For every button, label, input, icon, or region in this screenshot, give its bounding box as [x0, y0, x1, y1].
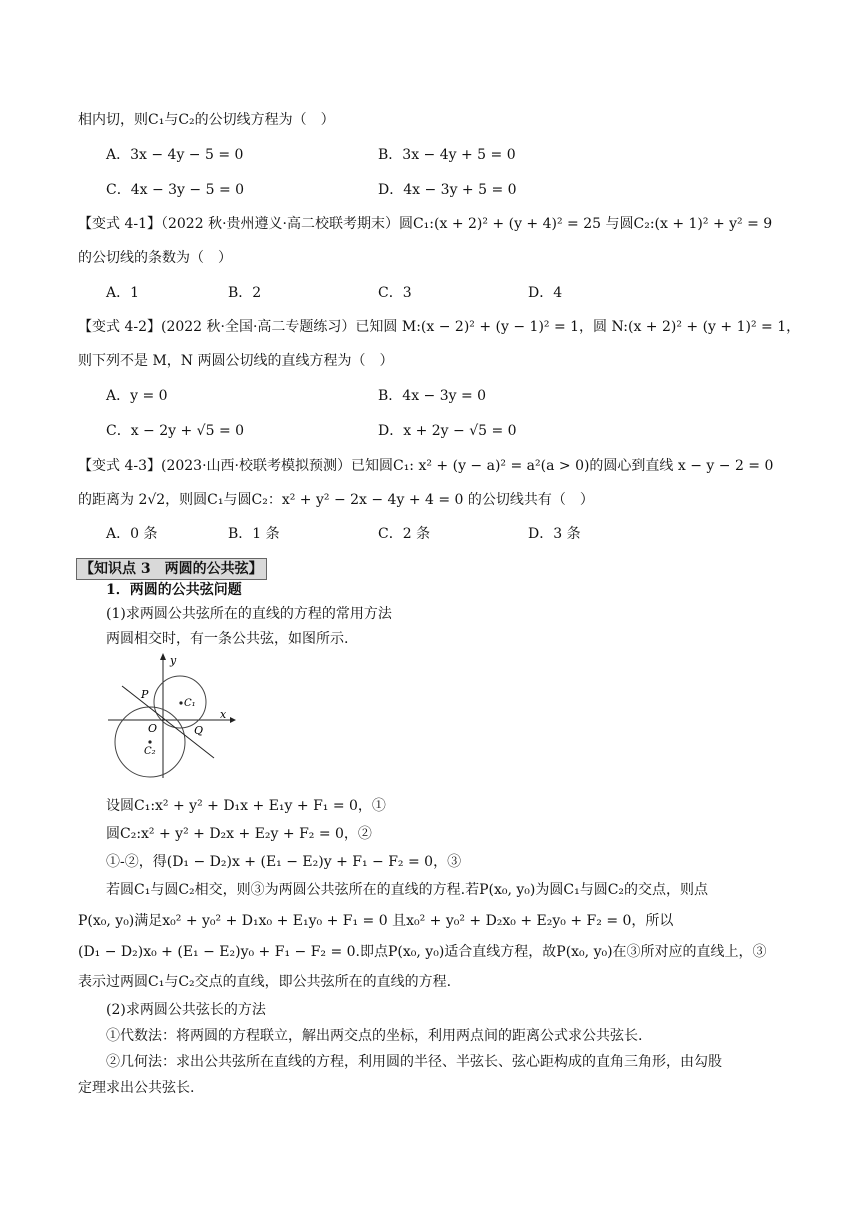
y-axis-label: y: [170, 654, 177, 667]
paragraph-line-2: P(x₀, y₀)满足x₀² + y₀² + D₁x₀ + E₁y₀ + F₁ = 0 且x₀² + y₀² + D₂x₀ + E₂y₀ + F₂ = 0，所以: [78, 913, 674, 929]
equation-difference: ①-②，得(D₁ − D₂)x + (E₁ − E₂)y + F₁ − F₂ = 0，③: [106, 854, 462, 870]
variant-4-3-option-d: D．3 条: [528, 526, 581, 542]
option-c: C．4x − 3y − 5 = 0: [106, 182, 245, 198]
variant-4-1-stem: 【变式 4-1】（2022 秋·贵州遵义·高二校联考期末）圆C₁:(x + 2)² + (y + 4)² = 25 与圆C₂:(x + 1)² + y² = 9: [78, 216, 773, 232]
variant-4-3-stem: 【变式 4-3】(2023·山西·校联考模拟预测）已知圆C₁: x² + (y − a)² = a²(a > 0)的圆心到直线 x − y − 2 = 0: [78, 458, 774, 474]
subsection-heading-2: (2)求两圆公共弦长的方法: [106, 1002, 266, 1018]
paragraph-line-1: 若圆C₁与圆C₂相交，则③为两圆公共弦所在的直线的方程.若P(x₀, y₀)为圆C₁与圆C₂的交点，则点: [106, 882, 709, 898]
knowledge-point-heading: 【知识点 3 两圆的公共弦】: [76, 558, 267, 580]
variant-4-1-option-c: C．3: [378, 285, 412, 301]
variant-4-3-option-b: B．1 条: [228, 526, 280, 542]
origin-label: O: [148, 722, 158, 735]
section-heading: 1．两圆的公共弦问题: [106, 582, 242, 598]
variant-4-2-option-a: A．y = 0: [106, 388, 168, 404]
equation-circle-1: 设圆C₁:x² + y² + D₁x + E₁y + F₁ = 0，①: [106, 798, 386, 814]
variant-4-1-stem-cont: 的公切线的条数为（ ）: [78, 250, 232, 266]
variant-4-3-stem-cont: 的距离为 2√2，则圆C₁与圆C₂：x² + y² − 2x − 4y + 4 = 0 的公切线共有（ ）: [78, 492, 594, 508]
paragraph-line-3: (D₁ − D₂)x₀ + (E₁ − E₂)y₀ + F₁ − F₂ = 0.即点P(x₀, y₀)适合直线方程，故P(x₀, y₀)在③所对应的直线上，③: [78, 944, 767, 960]
method-geometric: ②几何法：求出公共弦所在直线的方程，利用圆的半径、半弦长、弦心距构成的直角三角形，由勾股: [106, 1054, 722, 1070]
equation-circle-2: 圆C₂:x² + y² + D₂x + E₂y + F₂ = 0，②: [106, 826, 372, 842]
point-q-label: Q: [194, 724, 204, 737]
variant-4-1-option-a: A．1: [106, 285, 140, 301]
question-stem-end: 相内切，则C₁与C₂的公切线方程为（ ）: [78, 112, 335, 128]
variant-4-2-stem: 【变式 4-2】(2022 秋·全国·高二专题练习）已知圆 M:(x − 2)² + (y − 1)² = 1，圆 N:(x + 2)² + (y + 1)² = 1，: [78, 319, 801, 335]
variant-4-2-option-b: B．4x − 3y = 0: [378, 388, 487, 404]
method-geometric-cont: 定理求出公共弦长.: [78, 1080, 195, 1096]
variant-4-2-option-c: C．x − 2y + √5 = 0: [106, 423, 245, 439]
center-c2-label: C₂: [144, 746, 156, 757]
method-algebraic: ①代数法：将两圆的方程联立，解出两交点的坐标，利用两点间的距离公式求公共弦长.: [106, 1028, 643, 1044]
center-c1-label: C₁: [184, 698, 196, 709]
paragraph: 两圆相交时，有一条公共弦，如图所示.: [106, 631, 349, 647]
variant-4-2-stem-cont: 则下列不是 M，N 两圆公切线的直线方程为（ ）: [78, 353, 394, 369]
paragraph-line-4: 表示过两圆C₁与C₂交点的直线，即公共弦所在的直线的方程.: [78, 974, 452, 990]
variant-4-2-option-d: D．x + 2y − √5 = 0: [378, 423, 517, 439]
two-circles-figure: [108, 650, 238, 780]
option-a: A．3x − 4y − 5 = 0: [106, 147, 244, 163]
option-b: B．3x − 4y + 5 = 0: [378, 147, 516, 163]
variant-4-3-option-a: A．0 条: [106, 526, 158, 542]
option-d: D．4x − 3y + 5 = 0: [378, 182, 517, 198]
variant-4-3-option-c: C．2 条: [378, 526, 431, 542]
x-axis-label: x: [220, 708, 227, 721]
point-p-label: P: [141, 688, 149, 701]
subsection-heading: (1)求两圆公共弦所在的直线的方程的常用方法: [106, 606, 392, 622]
variant-4-1-option-d: D．4: [528, 285, 563, 301]
variant-4-1-option-b: B．2: [228, 285, 262, 301]
